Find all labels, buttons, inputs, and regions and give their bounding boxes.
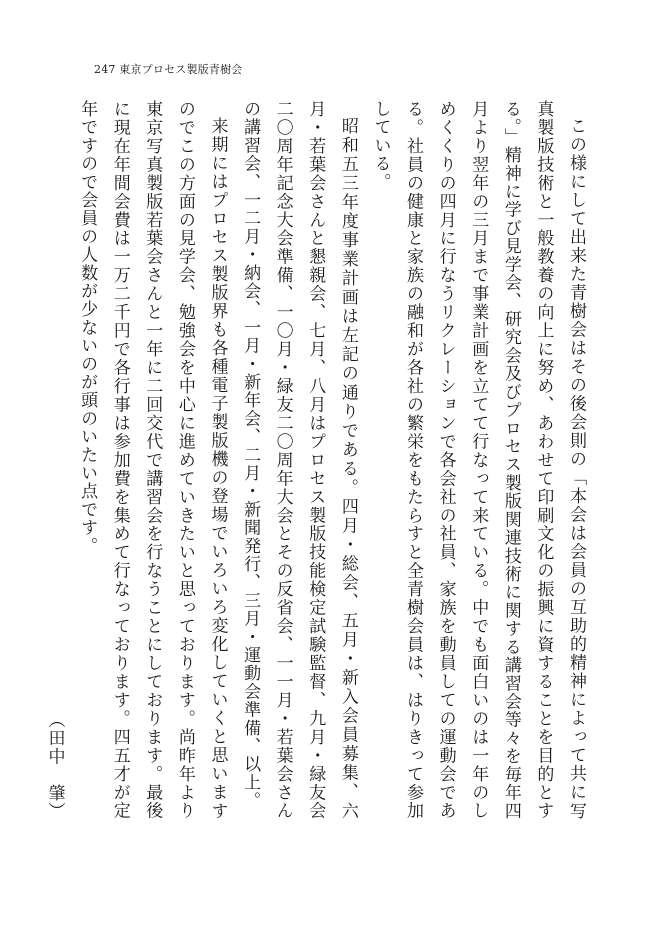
paragraph-founding: この様にして出来た青樹会はその後会則の「本会は会員の互助的精神によって共に写真製版技術と一般教養の向上に努め、あわせて印刷文化の振興に資することを目的とする。」精神に学び見学会、研究会及びプロセス製版関連技術に関する講習会等々を毎年四月より翌年の三月まで事業計画を立てて行なって来ている。中でも面白いのは一年のしめくくりの四月に行なうリクレーションで各会社の社員、家族を動員しての運動会である。社員の健康と家族の融和が各社の繁栄をもたらすと全青樹会員は、はりきって参加している。 [370,100,586,820]
paragraph-future-plans: 来期にはプロセス製版界も各種電子製版機の登場でいろいろ変化していくと思いますのでこの方面の見学会、勉強会を中心に進めていきたいと思っております。尚昨年より東京写真製版若葉会さんと一年に二回交代で講習会を行なうことにしております。最後に現在年間会費は一万二千円で各行事は参加費を集めて行なっております。四五才が定年ですので会員の人数が少ないのが頭のいたい点です。 [77,100,228,820]
article-body [38,100,592,820]
running-header: 247 東京プロセス製版青樹会 [94,63,243,76]
author-signature: （田中 肇） [44,710,65,820]
paragraph-business-plan: 昭和五三年度事業計画は左記の通りである。四月・総会、五月・新入会員募集、六月・若葉会さんと懇親会、七月、八月はプロセス製版技能検定試験監督、九月・緑友会二〇周年記念大会準備、一〇月・緑友二〇周年大会とその反省会、一一月・若葉会さんの講習会、一二月・納会、一月・新年会、二月・新聞発行、三月・運動会準備、以上。 [240,100,358,820]
